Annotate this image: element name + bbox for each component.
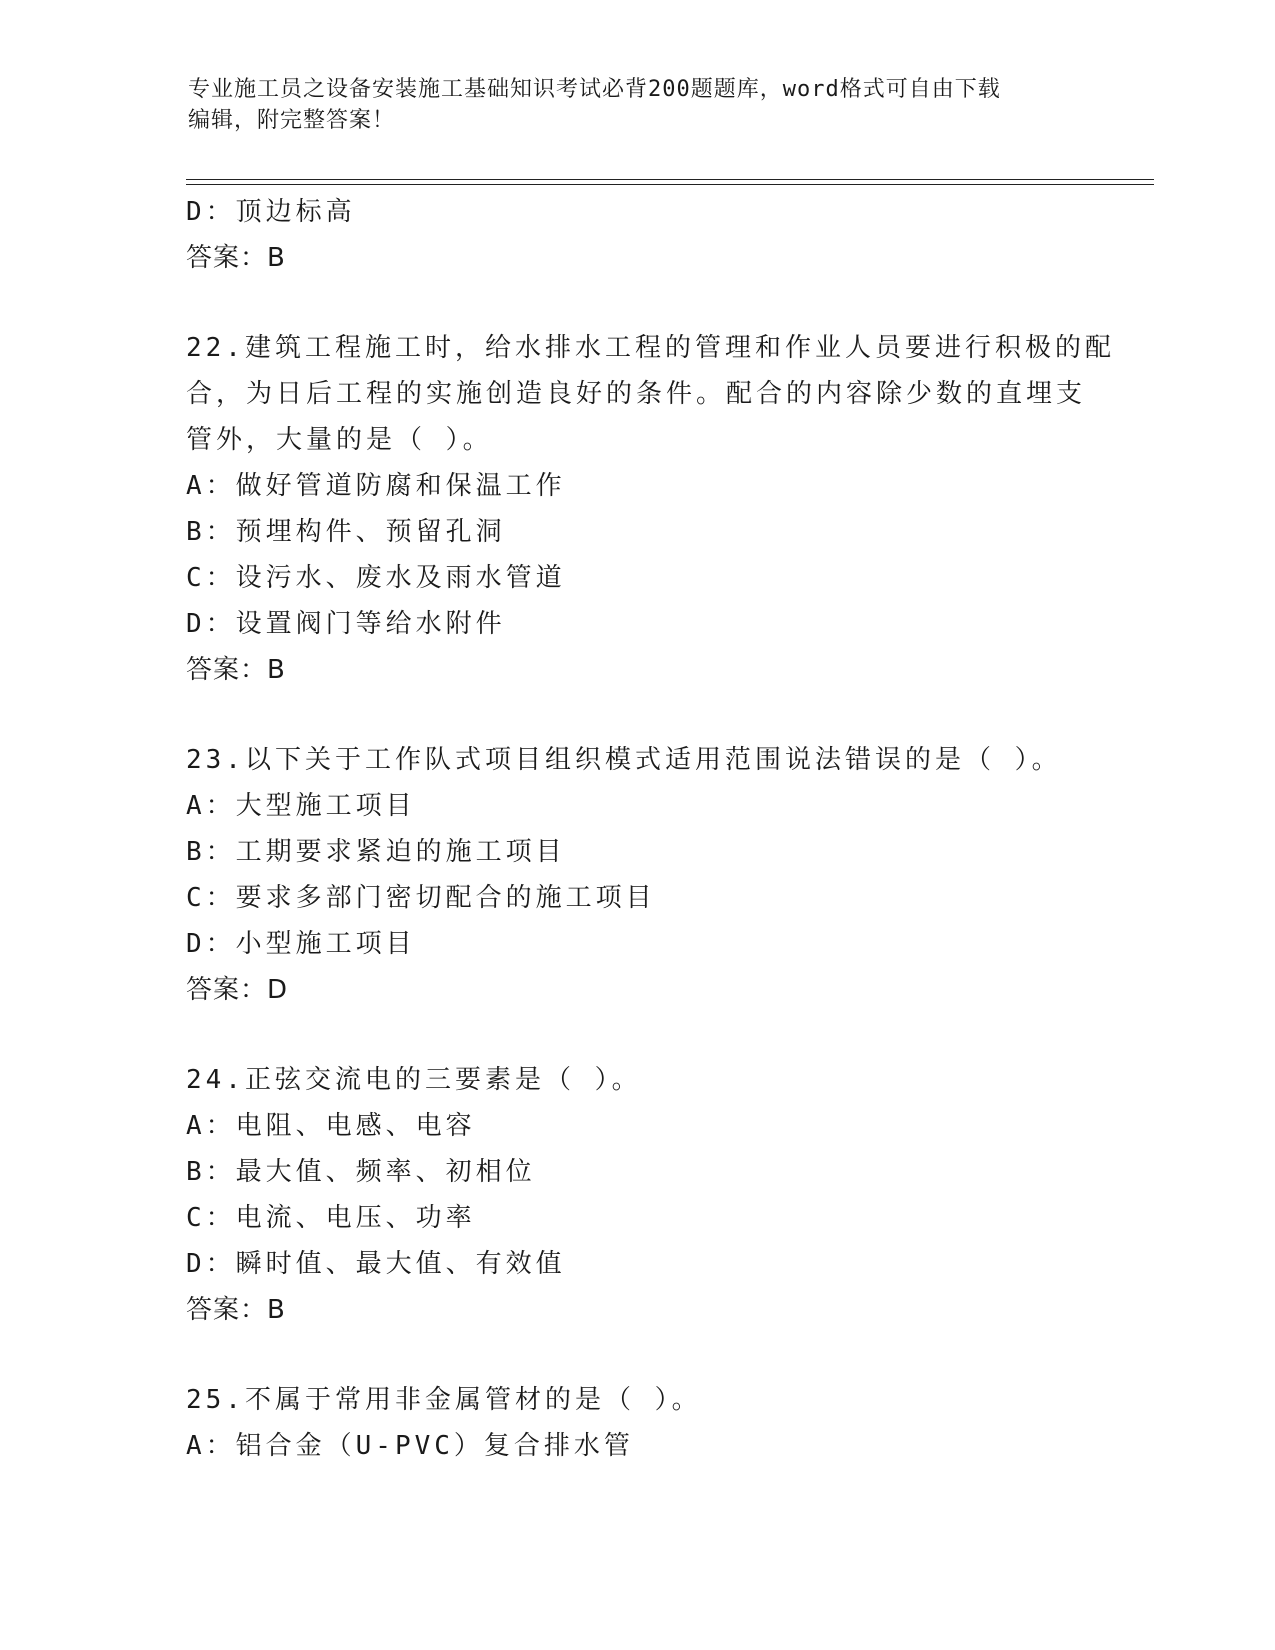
document-header [188,74,1088,136]
header-rule-top [186,179,1154,180]
option-d: D：顶边标高 [186,197,356,227]
answer-line: 答案：B [186,1295,286,1325]
answer-line: 答案：D [186,975,289,1005]
question-23 [186,737,1086,1013]
answer-line: 答案：B [186,655,286,685]
question-stem-line: 25.不属于常用非金属管材的是（ ）。 [186,1385,702,1415]
question-stem-line: 24.正弦交流电的三要素是（ ）。 [186,1065,642,1095]
option-a: A：铝合金（U-PVC）复合排水管 [186,1431,634,1461]
question-24 [186,1057,1086,1333]
question-22 [186,325,1115,693]
option-a: A：大型施工项目 [186,791,416,821]
option-b: B：预埋构件、预留孔洞 [186,517,506,547]
answer-line: 答案：B [186,243,286,273]
question-25 [186,1377,1086,1469]
header-rule-bottom [186,184,1154,185]
header-line-1: 专业施工员之设备安装施工基础知识考试必背200题题库，word格式可自由下载 [188,77,1001,102]
option-b: B：最大值、频率、初相位 [186,1157,536,1187]
question-stem-line: 管外，大量的是（ ）。 [186,425,493,455]
option-c: C：电流、电压、功率 [186,1203,476,1233]
option-c: C：要求多部门密切配合的施工项目 [186,883,656,913]
question-stem-line: 合，为日后工程的实施创造良好的条件。配合的内容除少数的直埋支 [186,379,1087,409]
question-list [186,189,1115,1469]
option-a: A：做好管道防腐和保温工作 [186,471,566,501]
header-line-2: 编辑，附完整答案！ [188,108,396,133]
option-b: B：工期要求紧迫的施工项目 [186,837,566,867]
question-stem-line: 23.以下关于工作队式项目组织模式适用范围说法错误的是（ ）。 [186,745,1062,775]
option-d: D：小型施工项目 [186,929,416,959]
option-d: D：瞬时值、最大值、有效值 [186,1249,566,1279]
option-d: D：设置阀门等给水附件 [186,609,506,639]
question-stem-line: 22.建筑工程施工时，给水排水工程的管理和作业人员要进行积极的配 [186,333,1115,363]
option-c: C：设污水、废水及雨水管道 [186,563,566,593]
previous-question-tail [186,189,1086,281]
option-a: A：电阻、电感、电容 [186,1111,476,1141]
